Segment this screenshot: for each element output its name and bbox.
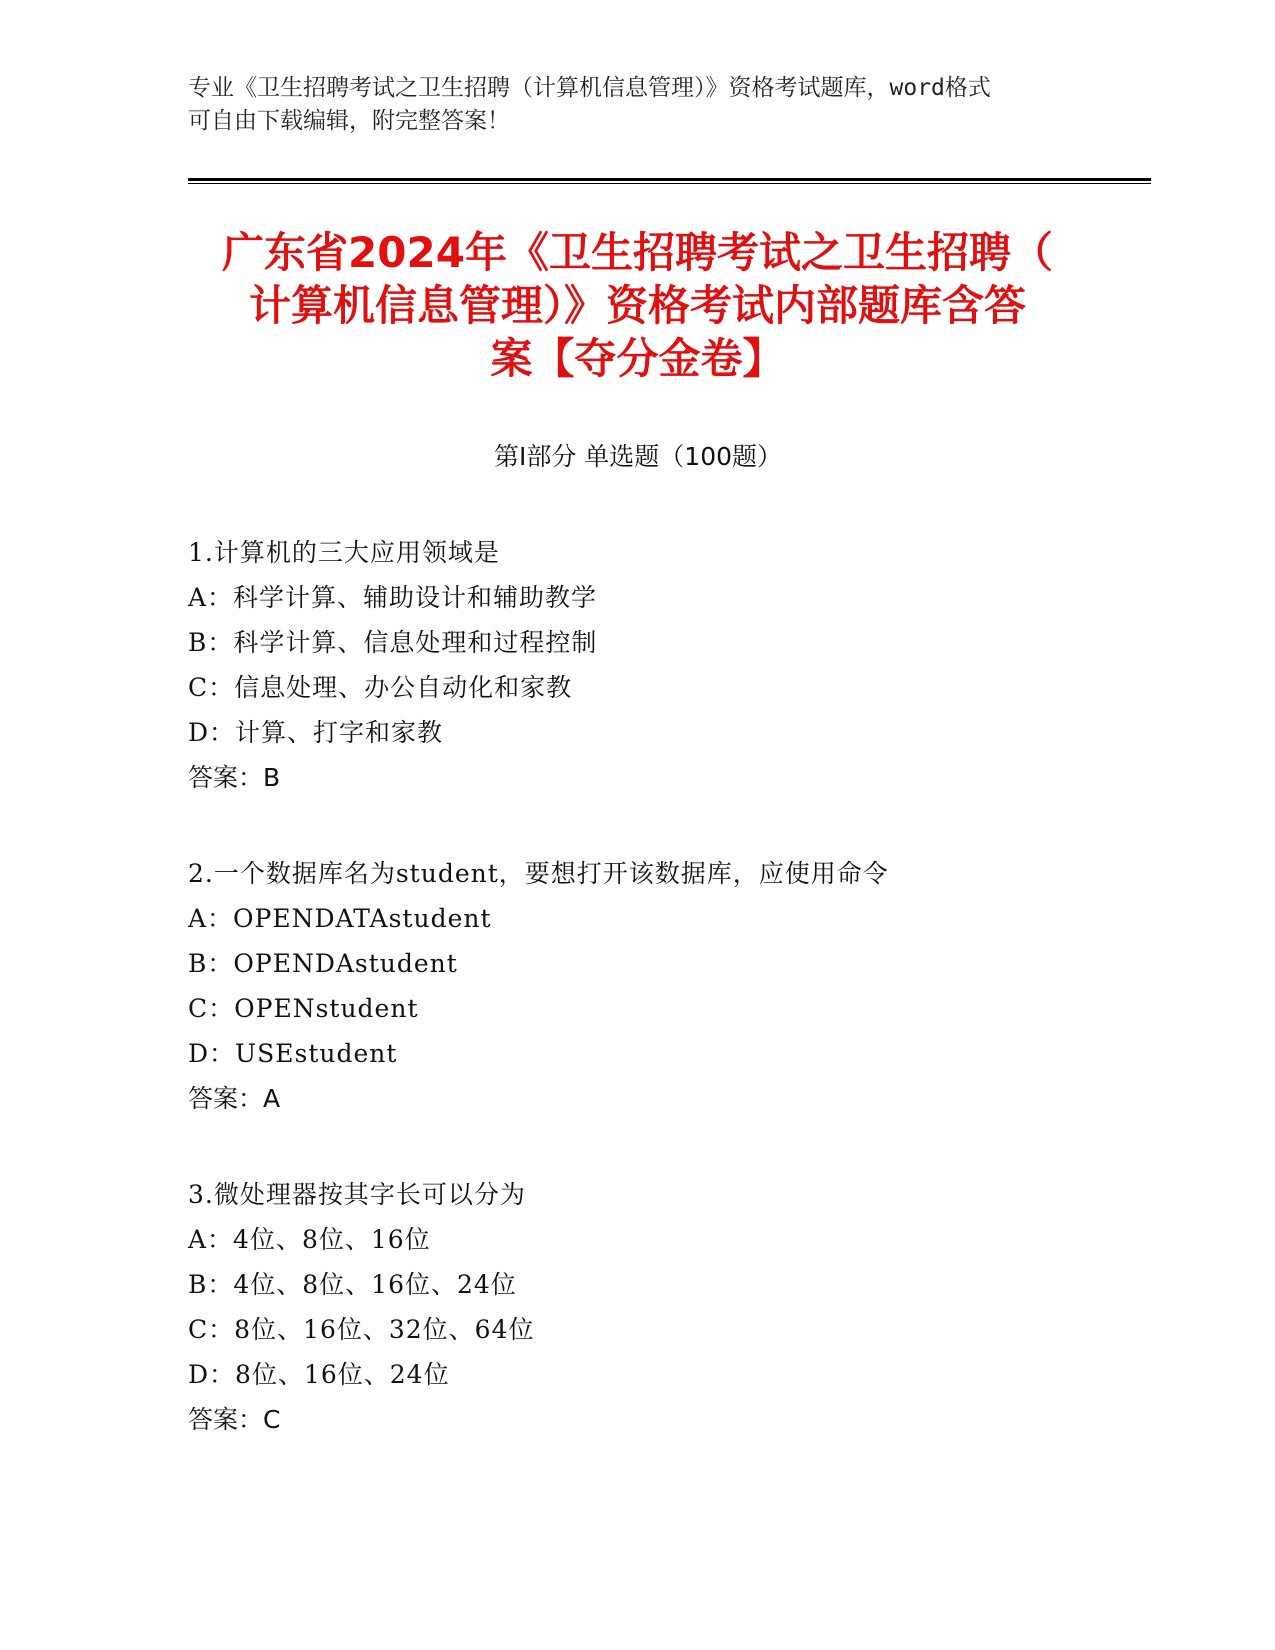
header-divider-thick [188,178,1151,181]
question-stem: 3.微处理器按其字长可以分为 [188,1180,526,1209]
option-a: A：4位、8位、16位 [188,1225,431,1254]
option-d: D：计算、打字和家教 [188,718,444,747]
option-c: C：OPENstudent [188,994,419,1023]
question-3 [188,1172,1088,1442]
question-2 [188,851,1088,1121]
question-stem: 1.计算机的三大应用领域是 [188,538,500,567]
answer: 答案：A [188,1084,281,1113]
header-note [188,72,1088,138]
answer: 答案：B [188,763,281,792]
section-heading: 第I部分 单选题（100题） [493,442,783,471]
answer: 答案：C [188,1405,281,1434]
title-line-1: 广东省2024年《卫生招聘考试之卫生招聘（ [222,228,1053,277]
option-a: A：科学计算、辅助设计和辅助教学 [188,583,598,612]
title-line-3: 案【夺分金卷】 [490,334,785,383]
header-note-line-2: 可自由下载编辑，附完整答案！ [188,108,510,134]
document-title [180,226,1095,385]
option-b: B：OPENDAstudent [188,949,458,978]
title-line-2: 计算机信息管理）》资格考试内部题库含答 [248,281,1026,330]
option-b: B：科学计算、信息处理和过程控制 [188,628,598,657]
header-divider-thin [188,183,1151,184]
question-1 [188,530,1088,800]
option-b: B：4位、8位、16位、24位 [188,1270,517,1299]
option-a: A：OPENDATAstudent [188,904,492,933]
option-d: D：USEstudent [188,1039,398,1068]
header-note-line-1: 专业《卫生招聘考试之卫生招聘（计算机信息管理）》资格考试题库，word格式 [188,75,991,101]
option-c: C：8位、16位、32位、64位 [188,1315,535,1344]
option-d: D：8位、16位、24位 [188,1360,450,1389]
question-stem: 2.一个数据库名为student，要想打开该数据库，应使用命令 [188,859,889,888]
option-c: C：信息处理、办公自动化和家教 [188,673,573,702]
